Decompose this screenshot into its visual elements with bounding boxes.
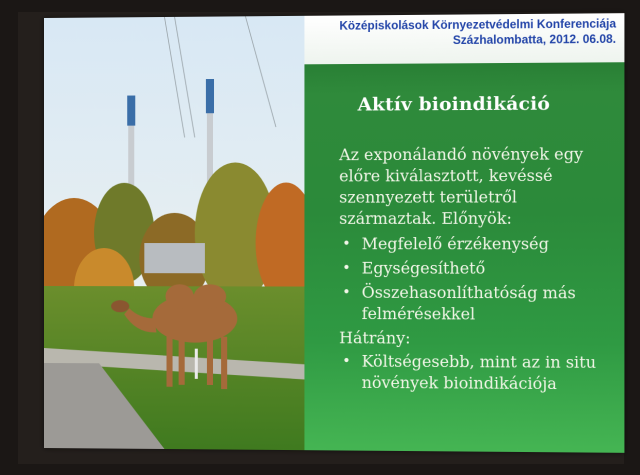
list-item: • Megfelelő érzékenység	[342, 235, 549, 254]
disadvantages-list	[339, 351, 618, 395]
slide-body	[339, 144, 618, 399]
camel-photo-image	[44, 16, 304, 450]
advantages-list	[339, 234, 618, 326]
conference-place-date: Százhalombatta, 2012. 06.08.	[452, 33, 617, 48]
bullet-icon: •	[342, 260, 351, 277]
list-item: • Egységesíthető	[342, 259, 486, 278]
slide-photo	[44, 16, 304, 450]
list-item: • Költségesebb, mint az in situ növények bioindikációja	[342, 352, 597, 394]
bullet-icon: •	[342, 284, 351, 301]
bullet-icon: •	[342, 236, 351, 253]
conference-name: Középiskolások Környezetvédelmi Konferenciája	[339, 18, 617, 33]
list-item: • Összehasonlíthatóság más felmérésekkel	[342, 283, 576, 324]
slide-title: Aktív bioindikáció	[357, 93, 551, 116]
presentation-slide	[44, 13, 624, 453]
slide-header	[304, 13, 624, 64]
disadvantage-heading: Hátrány:	[339, 329, 411, 348]
intro-text: Az exponálandó növények egy előre kiválasztott, kevéssé szennyezett területről származtak. Előnyök:	[339, 145, 584, 228]
bullet-icon: •	[342, 353, 351, 370]
